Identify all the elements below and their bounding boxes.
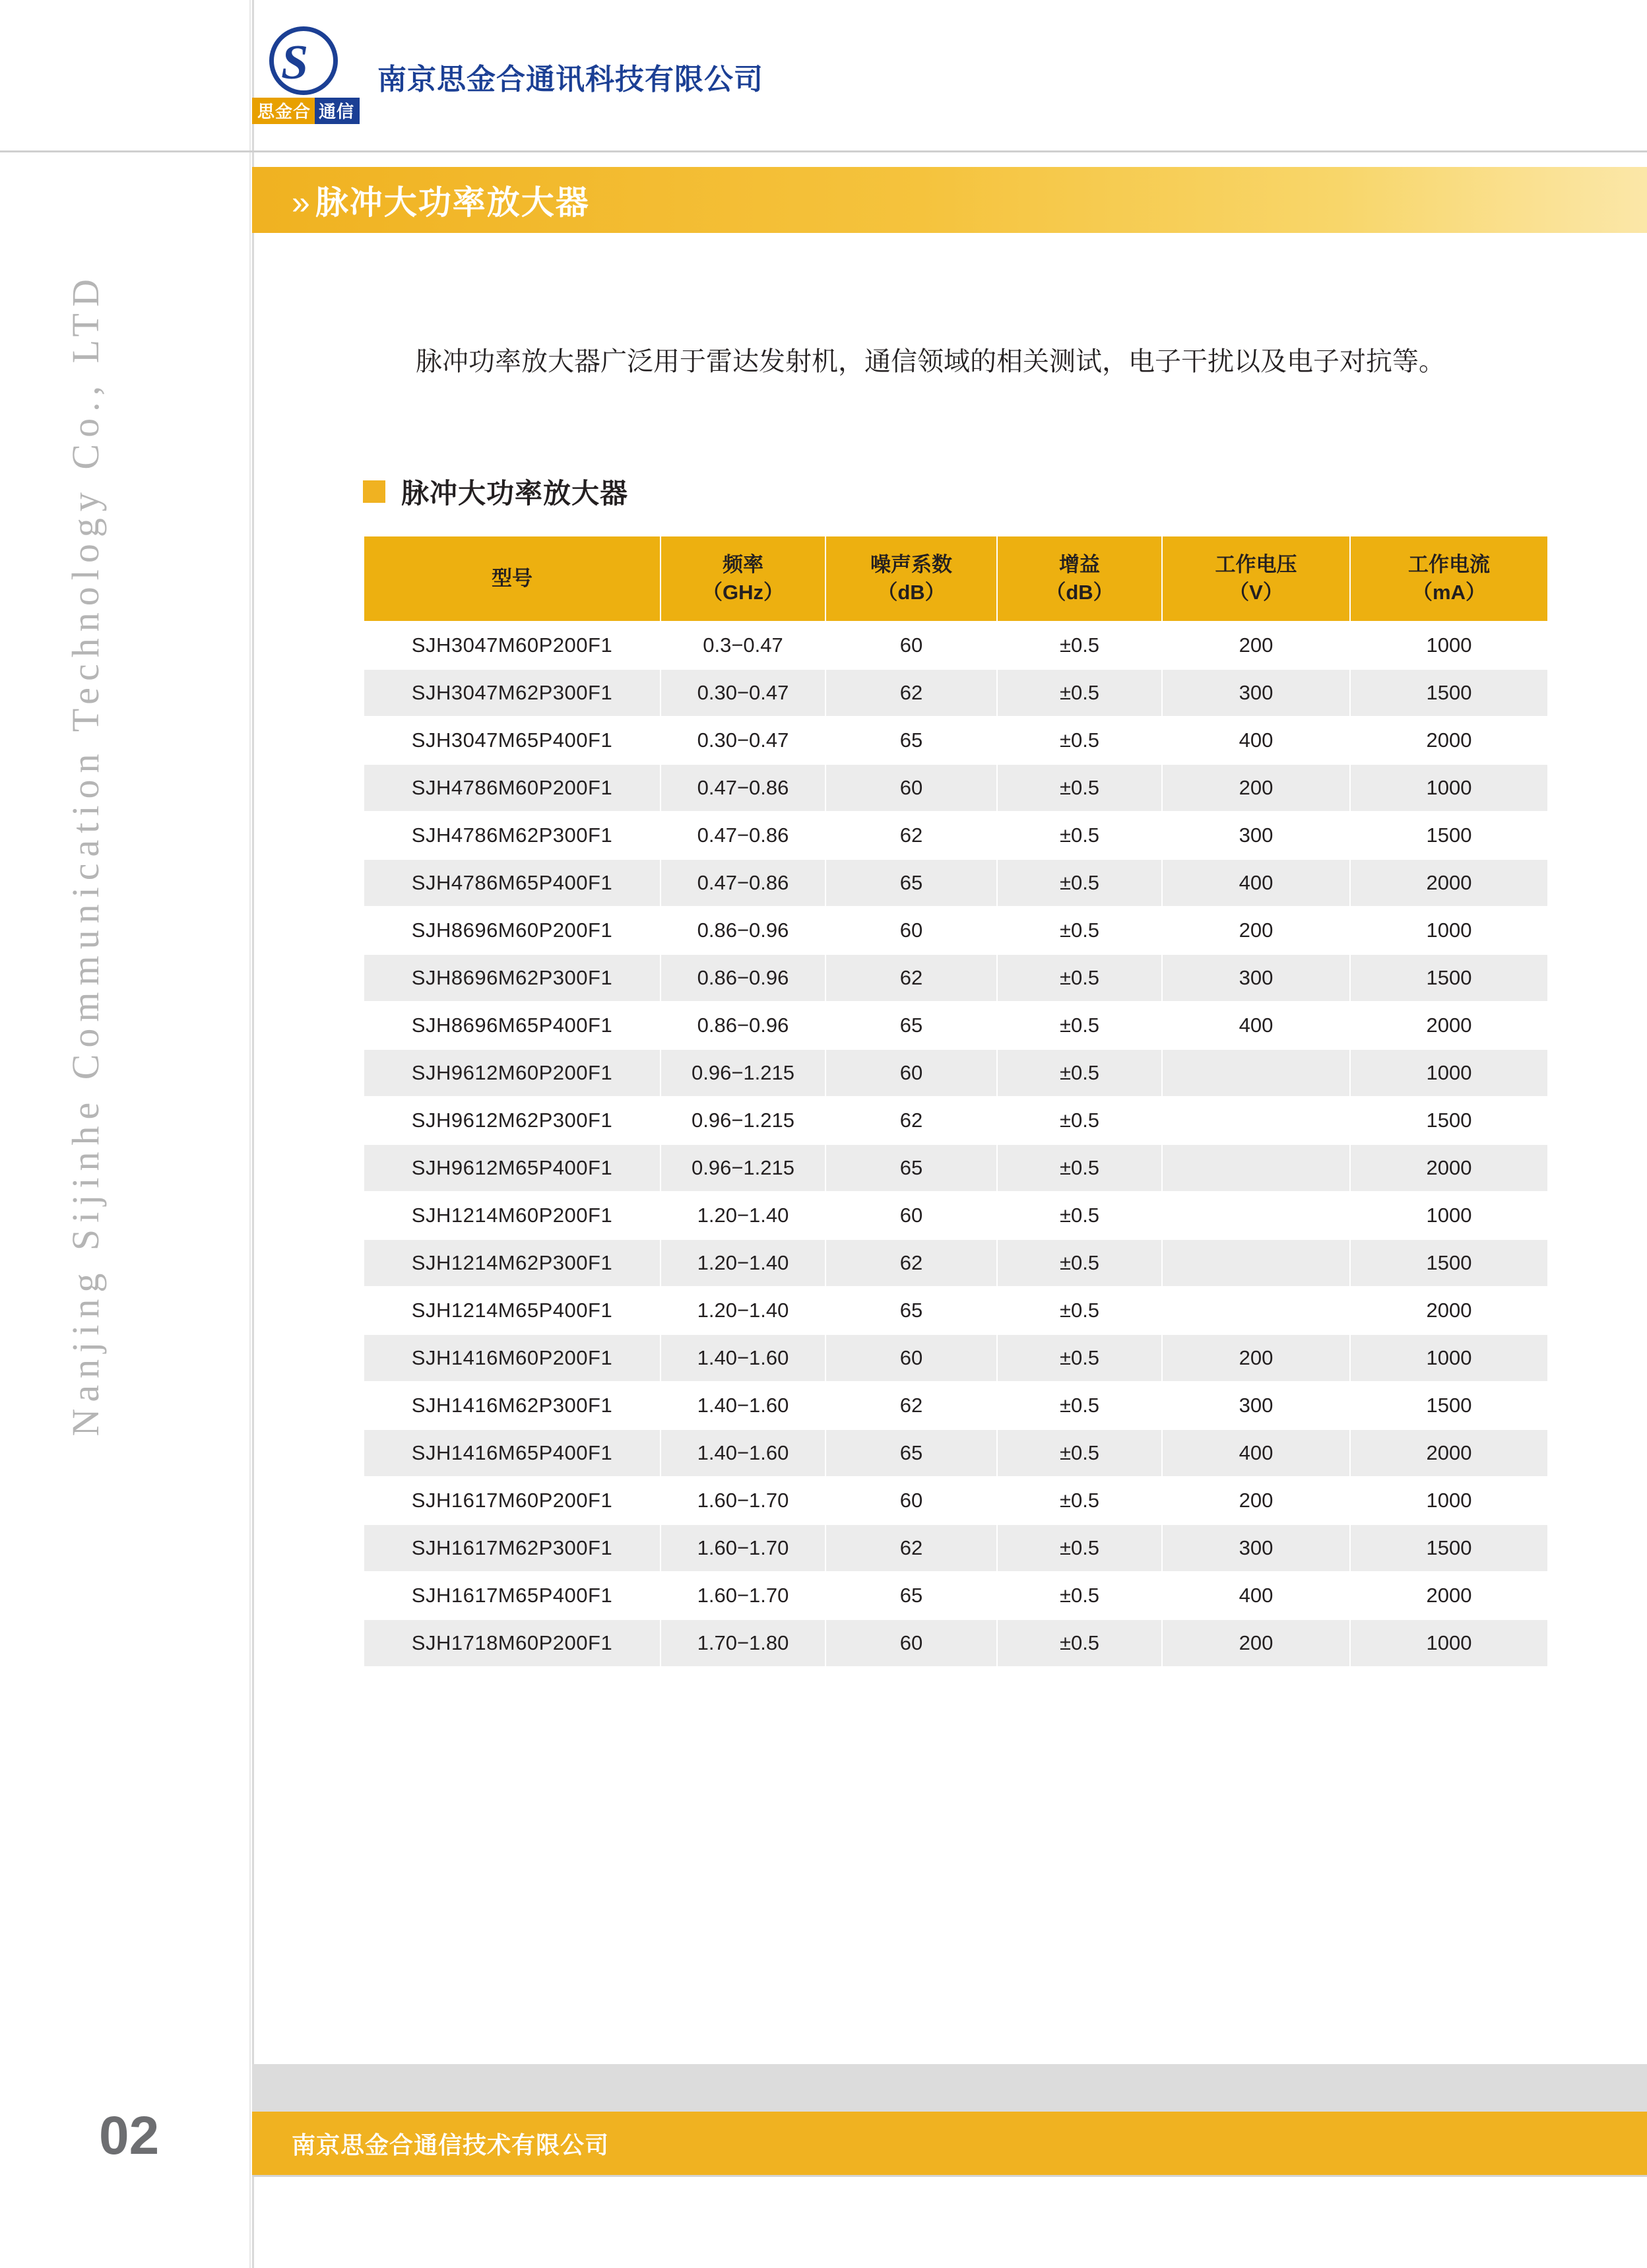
cell-model: SJH1718M60P200F1 bbox=[364, 1619, 661, 1667]
cell-gain: ±0.5 bbox=[997, 1524, 1162, 1572]
cell-voltage: 300 bbox=[1162, 812, 1350, 859]
section-heading-label: 脉冲大功率放大器 bbox=[401, 478, 629, 509]
cell-model: SJH4786M60P200F1 bbox=[364, 764, 661, 812]
table-row bbox=[364, 859, 1548, 907]
chevron-right-icon: » bbox=[292, 184, 306, 221]
cell-model: SJH9612M60P200F1 bbox=[364, 1049, 661, 1097]
cell-current: 2000 bbox=[1350, 1572, 1548, 1619]
cell-frequency: 0.30−0.47 bbox=[661, 669, 825, 717]
cell-voltage: 200 bbox=[1162, 1334, 1350, 1382]
cell-current: 1000 bbox=[1350, 1477, 1548, 1524]
table-header-main: 增益 bbox=[1059, 553, 1100, 576]
table-row bbox=[364, 1524, 1548, 1572]
table-row bbox=[364, 954, 1548, 1002]
logo-badge-right: 通信 bbox=[315, 98, 360, 124]
cell-current: 2000 bbox=[1350, 1429, 1548, 1477]
cell-noise-figure: 62 bbox=[825, 1097, 997, 1144]
cell-noise-figure: 62 bbox=[825, 812, 997, 859]
cell-gain: ±0.5 bbox=[997, 1477, 1162, 1524]
cell-noise-figure: 60 bbox=[825, 907, 997, 954]
cell-gain: ±0.5 bbox=[997, 1572, 1162, 1619]
cell-frequency: 0.86−0.96 bbox=[661, 1002, 825, 1049]
cell-noise-figure: 65 bbox=[825, 859, 997, 907]
table-header-sub: （GHz） bbox=[702, 580, 784, 604]
page-number: 02 bbox=[99, 2106, 160, 2166]
cell-voltage: 400 bbox=[1162, 1002, 1350, 1049]
sidebar bbox=[0, 233, 251, 2015]
cell-gain: ±0.5 bbox=[997, 1097, 1162, 1144]
table-row bbox=[364, 907, 1548, 954]
cell-noise-figure: 60 bbox=[825, 1477, 997, 1524]
cell-model: SJH4786M65P400F1 bbox=[364, 859, 661, 907]
cell-current: 1500 bbox=[1350, 669, 1548, 717]
table-header-row bbox=[364, 536, 1548, 622]
cell-model: SJH1416M62P300F1 bbox=[364, 1382, 661, 1429]
cell-model: SJH9612M65P400F1 bbox=[364, 1144, 661, 1192]
cell-current: 1000 bbox=[1350, 1334, 1548, 1382]
cell-model: SJH1214M65P400F1 bbox=[364, 1287, 661, 1334]
footer-gray-band bbox=[252, 2064, 1647, 2112]
cell-gain: ±0.5 bbox=[997, 1429, 1162, 1477]
table-header-cell bbox=[825, 536, 997, 622]
cell-frequency: 1.60−1.70 bbox=[661, 1524, 825, 1572]
table-row bbox=[364, 622, 1548, 669]
cell-frequency: 1.40−1.60 bbox=[661, 1382, 825, 1429]
spec-table-body bbox=[364, 622, 1548, 1667]
cell-model: SJH1214M60P200F1 bbox=[364, 1192, 661, 1239]
cell-gain: ±0.5 bbox=[997, 1002, 1162, 1049]
cell-current: 1500 bbox=[1350, 1239, 1548, 1287]
cell-current: 2000 bbox=[1350, 717, 1548, 764]
cell-model: SJH1214M62P300F1 bbox=[364, 1239, 661, 1287]
sidebar-vertical-text: Nanjing Sijinhe Communication Technology Co., LTD bbox=[64, 273, 107, 1437]
table-header-main: 工作电压 bbox=[1215, 553, 1297, 576]
cell-current: 1500 bbox=[1350, 954, 1548, 1002]
cell-voltage bbox=[1162, 1097, 1350, 1144]
table-row bbox=[364, 1097, 1548, 1144]
cell-model: SJH8696M65P400F1 bbox=[364, 1002, 661, 1049]
cell-frequency: 1.40−1.60 bbox=[661, 1429, 825, 1477]
cell-current: 1500 bbox=[1350, 812, 1548, 859]
cell-gain: ±0.5 bbox=[997, 954, 1162, 1002]
cell-voltage bbox=[1162, 1192, 1350, 1239]
cell-noise-figure: 60 bbox=[825, 1192, 997, 1239]
table-row bbox=[364, 717, 1548, 764]
cell-voltage bbox=[1162, 1287, 1350, 1334]
cell-model: SJH1617M65P400F1 bbox=[364, 1572, 661, 1619]
cell-gain: ±0.5 bbox=[997, 764, 1162, 812]
cell-frequency: 1.60−1.70 bbox=[661, 1572, 825, 1619]
cell-current: 1500 bbox=[1350, 1097, 1548, 1144]
footer-bottom-rule bbox=[252, 2175, 1647, 2177]
table-row bbox=[364, 1334, 1548, 1382]
cell-noise-figure: 60 bbox=[825, 1049, 997, 1097]
header-divider bbox=[0, 150, 1647, 152]
logo-badge-left: 思金合 bbox=[252, 98, 315, 124]
table-row bbox=[364, 1572, 1548, 1619]
cell-noise-figure: 60 bbox=[825, 764, 997, 812]
table-row bbox=[364, 1619, 1548, 1667]
logo-block bbox=[252, 18, 780, 134]
cell-gain: ±0.5 bbox=[997, 1239, 1162, 1287]
cell-current: 2000 bbox=[1350, 1287, 1548, 1334]
cell-frequency: 0.96−1.215 bbox=[661, 1049, 825, 1097]
cell-gain: ±0.5 bbox=[997, 859, 1162, 907]
cell-noise-figure: 65 bbox=[825, 1002, 997, 1049]
footer-bar bbox=[252, 2112, 1647, 2175]
cell-current: 1000 bbox=[1350, 1192, 1548, 1239]
cell-voltage: 300 bbox=[1162, 1382, 1350, 1429]
cell-model: SJH1617M60P200F1 bbox=[364, 1477, 661, 1524]
cell-current: 2000 bbox=[1350, 859, 1548, 907]
table-header-main: 型号 bbox=[492, 566, 533, 590]
cell-current: 1000 bbox=[1350, 622, 1548, 669]
cell-gain: ±0.5 bbox=[997, 717, 1162, 764]
cell-frequency: 1.20−1.40 bbox=[661, 1192, 825, 1239]
cell-frequency: 0.86−0.96 bbox=[661, 907, 825, 954]
cell-model: SJH3047M65P400F1 bbox=[364, 717, 661, 764]
cell-gain: ±0.5 bbox=[997, 907, 1162, 954]
cell-gain: ±0.5 bbox=[997, 1144, 1162, 1192]
cell-frequency: 1.60−1.70 bbox=[661, 1477, 825, 1524]
spec-table bbox=[363, 535, 1549, 1668]
cell-current: 1000 bbox=[1350, 1619, 1548, 1667]
logo-letter: S bbox=[281, 35, 309, 90]
cell-model: SJH1416M60P200F1 bbox=[364, 1334, 661, 1382]
cell-frequency: 1.40−1.60 bbox=[661, 1334, 825, 1382]
table-header-sub: （mA） bbox=[1412, 580, 1486, 604]
cell-gain: ±0.5 bbox=[997, 1192, 1162, 1239]
company-name: 南京思金合通讯科技有限公司 bbox=[377, 63, 763, 96]
cell-frequency: 1.20−1.40 bbox=[661, 1239, 825, 1287]
table-row bbox=[364, 1192, 1548, 1239]
table-row bbox=[364, 1144, 1548, 1192]
cell-current: 1000 bbox=[1350, 1049, 1548, 1097]
cell-gain: ±0.5 bbox=[997, 1049, 1162, 1097]
cell-voltage bbox=[1162, 1049, 1350, 1097]
cell-model: SJH9612M62P300F1 bbox=[364, 1097, 661, 1144]
footer-company-name: 南京思金合通信技术有限公司 bbox=[292, 2131, 610, 2158]
table-row bbox=[364, 812, 1548, 859]
cell-voltage: 200 bbox=[1162, 764, 1350, 812]
cell-voltage bbox=[1162, 1239, 1350, 1287]
section-heading bbox=[363, 472, 1647, 511]
cell-gain: ±0.5 bbox=[997, 1287, 1162, 1334]
cell-model: SJH1416M65P400F1 bbox=[364, 1429, 661, 1477]
table-row bbox=[364, 1002, 1548, 1049]
section-title-band-text bbox=[292, 176, 590, 224]
table-header-cell bbox=[1350, 536, 1548, 622]
table-row bbox=[364, 764, 1548, 812]
cell-current: 2000 bbox=[1350, 1002, 1548, 1049]
cell-model: SJH8696M62P300F1 bbox=[364, 954, 661, 1002]
cell-model: SJH8696M60P200F1 bbox=[364, 907, 661, 954]
cell-gain: ±0.5 bbox=[997, 1619, 1162, 1667]
table-header-cell bbox=[661, 536, 825, 622]
cell-current: 1500 bbox=[1350, 1382, 1548, 1429]
cell-voltage: 300 bbox=[1162, 1524, 1350, 1572]
cell-voltage: 400 bbox=[1162, 717, 1350, 764]
cell-noise-figure: 60 bbox=[825, 1334, 997, 1382]
company-logo-icon bbox=[252, 24, 363, 129]
cell-frequency: 0.86−0.96 bbox=[661, 954, 825, 1002]
table-header-main: 频率 bbox=[723, 553, 763, 576]
table-header-main: 噪声系数 bbox=[870, 553, 952, 576]
cell-frequency: 1.20−1.40 bbox=[661, 1287, 825, 1334]
table-row bbox=[364, 669, 1548, 717]
cell-noise-figure: 65 bbox=[825, 1572, 997, 1619]
cell-voltage: 400 bbox=[1162, 1429, 1350, 1477]
cell-noise-figure: 62 bbox=[825, 954, 997, 1002]
table-header-cell bbox=[364, 536, 661, 622]
cell-noise-figure: 62 bbox=[825, 1524, 997, 1572]
cell-model: SJH1617M62P300F1 bbox=[364, 1524, 661, 1572]
cell-gain: ±0.5 bbox=[997, 1382, 1162, 1429]
table-row bbox=[364, 1382, 1548, 1429]
cell-voltage: 200 bbox=[1162, 622, 1350, 669]
section-title-band bbox=[252, 167, 1647, 233]
cell-model: SJH4786M62P300F1 bbox=[364, 812, 661, 859]
cell-current: 1500 bbox=[1350, 1524, 1548, 1572]
logo-badge bbox=[252, 98, 363, 124]
cell-current: 1000 bbox=[1350, 764, 1548, 812]
cell-voltage: 400 bbox=[1162, 859, 1350, 907]
section-title-band-label: 脉冲大功率放大器 bbox=[315, 184, 590, 221]
cell-noise-figure: 62 bbox=[825, 669, 997, 717]
cell-model: SJH3047M62P300F1 bbox=[364, 669, 661, 717]
cell-noise-figure: 60 bbox=[825, 622, 997, 669]
cell-voltage bbox=[1162, 1144, 1350, 1192]
cell-gain: ±0.5 bbox=[997, 1334, 1162, 1382]
page-header bbox=[0, 0, 1647, 153]
cell-gain: ±0.5 bbox=[997, 622, 1162, 669]
table-header-cell bbox=[1162, 536, 1350, 622]
cell-frequency: 0.47−0.86 bbox=[661, 859, 825, 907]
cell-noise-figure: 62 bbox=[825, 1382, 997, 1429]
cell-voltage: 200 bbox=[1162, 907, 1350, 954]
cell-frequency: 0.47−0.86 bbox=[661, 764, 825, 812]
table-header-cell bbox=[997, 536, 1162, 622]
cell-frequency: 1.70−1.80 bbox=[661, 1619, 825, 1667]
table-row bbox=[364, 1477, 1548, 1524]
square-bullet-icon bbox=[363, 480, 385, 503]
cell-voltage: 300 bbox=[1162, 954, 1350, 1002]
cell-current: 2000 bbox=[1350, 1144, 1548, 1192]
cell-noise-figure: 60 bbox=[825, 1619, 997, 1667]
cell-noise-figure: 65 bbox=[825, 1429, 997, 1477]
table-header-sub: （dB） bbox=[1045, 580, 1114, 604]
table-header-sub: （dB） bbox=[877, 580, 946, 604]
table-header-sub: （V） bbox=[1229, 580, 1283, 604]
cell-voltage: 200 bbox=[1162, 1477, 1350, 1524]
intro-paragraph: 脉冲功率放大器广泛用于雷达发射机，通信领域的相关测试，电子干扰以及电子对抗等。 bbox=[416, 347, 1445, 376]
cell-frequency: 0.3−0.47 bbox=[661, 622, 825, 669]
cell-frequency: 0.47−0.86 bbox=[661, 812, 825, 859]
cell-voltage: 200 bbox=[1162, 1619, 1350, 1667]
cell-gain: ±0.5 bbox=[997, 812, 1162, 859]
table-header-main: 工作电流 bbox=[1408, 553, 1490, 576]
cell-frequency: 0.96−1.215 bbox=[661, 1097, 825, 1144]
cell-noise-figure: 65 bbox=[825, 717, 997, 764]
table-row bbox=[364, 1049, 1548, 1097]
cell-noise-figure: 65 bbox=[825, 1144, 997, 1192]
main-content bbox=[252, 233, 1647, 1668]
table-row bbox=[364, 1429, 1548, 1477]
table-row bbox=[364, 1287, 1548, 1334]
cell-gain: ±0.5 bbox=[997, 669, 1162, 717]
cell-voltage: 300 bbox=[1162, 669, 1350, 717]
table-row bbox=[364, 1239, 1548, 1287]
cell-current: 1000 bbox=[1350, 907, 1548, 954]
cell-noise-figure: 65 bbox=[825, 1287, 997, 1334]
cell-frequency: 0.96−1.215 bbox=[661, 1144, 825, 1192]
cell-voltage: 400 bbox=[1162, 1572, 1350, 1619]
cell-noise-figure: 62 bbox=[825, 1239, 997, 1287]
cell-model: SJH3047M60P200F1 bbox=[364, 622, 661, 669]
cell-frequency: 0.30−0.47 bbox=[661, 717, 825, 764]
